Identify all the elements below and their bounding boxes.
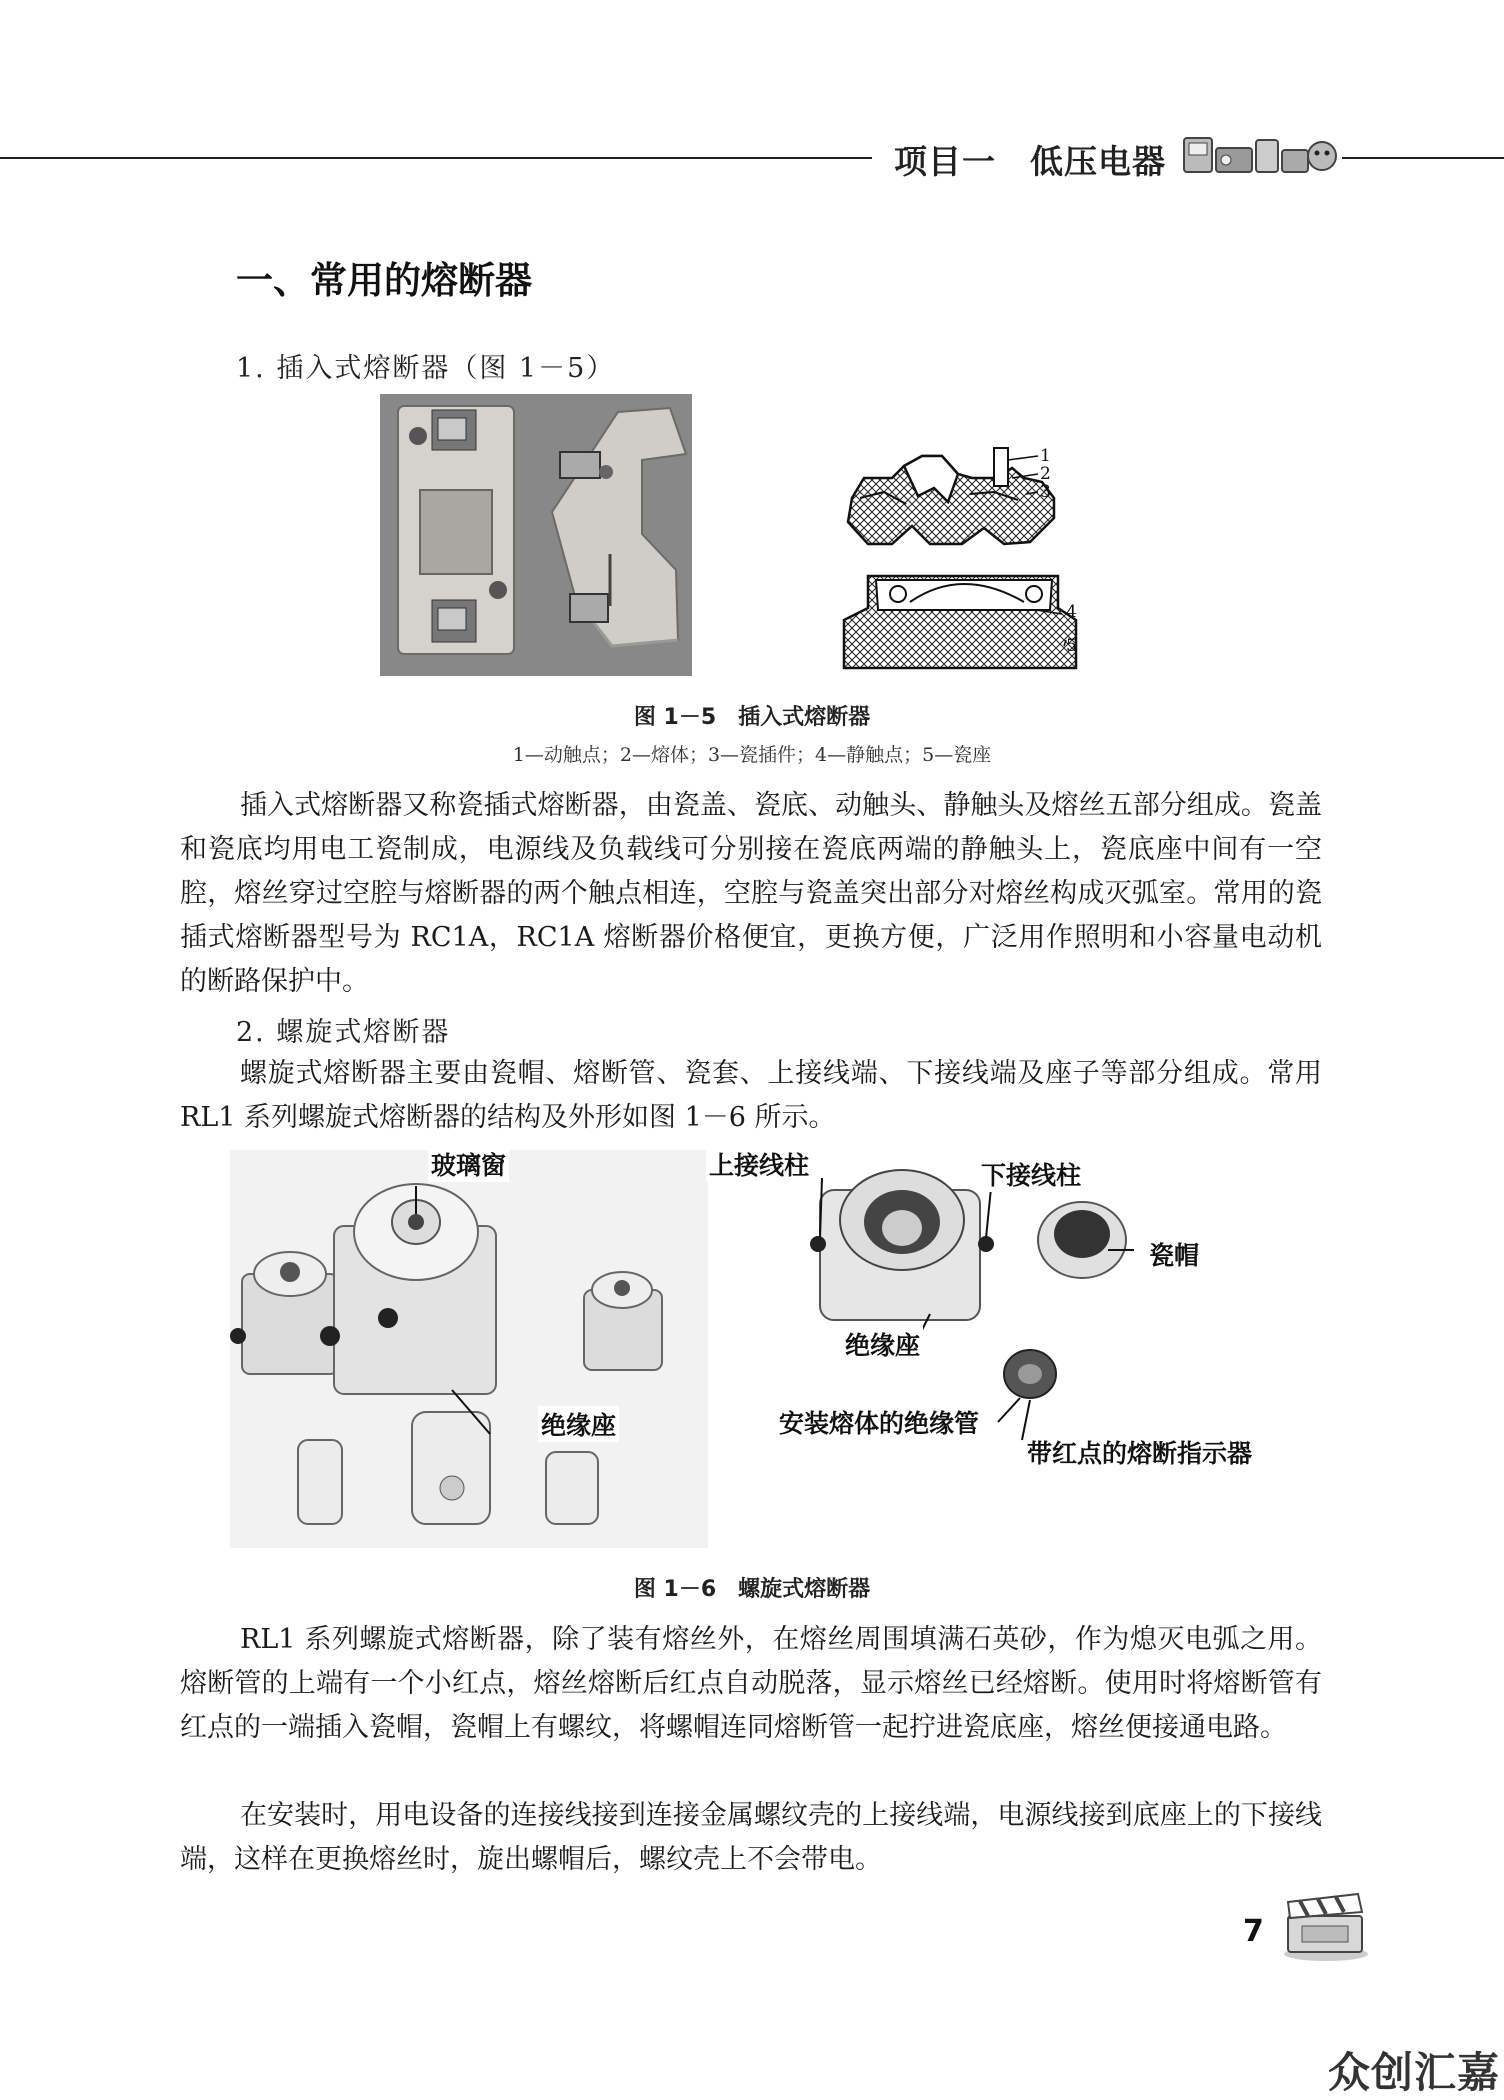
header-appliance-icons bbox=[1182, 132, 1340, 180]
header-rule-left bbox=[0, 157, 872, 159]
fig1-5-part-2: 2 bbox=[1040, 464, 1051, 484]
fig1-6-label-lower-terminal: 下接线柱 bbox=[978, 1156, 1084, 1192]
fig1-5-part-4: 4 bbox=[1066, 602, 1077, 622]
fig1-5-part-5: 5 bbox=[1066, 636, 1077, 656]
section-title: 一、常用的熔断器 bbox=[236, 259, 532, 302]
fig1-5-photo bbox=[380, 394, 692, 676]
subsection-2-title: 2. 螺旋式熔断器 bbox=[236, 1017, 451, 1048]
fig1-6-label-indicator: 带红点的熔断指示器 bbox=[1024, 1434, 1255, 1470]
fig1-5-caption: 图 1－5 插入式熔断器 bbox=[633, 705, 871, 730]
paragraph-1 bbox=[180, 784, 1322, 1004]
header-chapter: 项目一 bbox=[894, 142, 996, 181]
paragraph-4-text: 在安装时，用电设备的连接线接到连接金属螺纹壳的上接线端，电源线接到底座上的下接线端，这样在更换熔丝时，旋出螺帽后，螺纹壳上不会带电。 bbox=[180, 1800, 1322, 1875]
fig1-5-part-3: 3 bbox=[1040, 482, 1051, 502]
paragraph-2-text: 螺旋式熔断器主要由瓷帽、熔断管、瓷套、上接线端、下接线端及座子等部分组成。常用 RL1 系列螺旋式熔断器的结构及外形如图 1－6 所示。 bbox=[180, 1058, 1322, 1133]
fig1-6-label-glass-window: 玻璃窗 bbox=[428, 1146, 509, 1182]
page-number: 7 bbox=[1243, 1914, 1264, 1949]
fig1-6-label-insulating-base-right: 绝缘座 bbox=[842, 1326, 923, 1362]
fig1-6-caption: 图 1－6 螺旋式熔断器 bbox=[633, 1577, 871, 1602]
header-topic: 低压电器 bbox=[1030, 142, 1166, 181]
fig1-6-label-insulating-tube: 安装熔体的绝缘管 bbox=[776, 1404, 982, 1440]
header-rule-right bbox=[1342, 157, 1504, 159]
fig1-6-label-porcelain-cap: 瓷帽 bbox=[1146, 1236, 1202, 1272]
paragraph-4 bbox=[180, 1794, 1322, 1882]
fig1-6-label-upper-terminal: 上接线柱 bbox=[706, 1146, 812, 1182]
paragraph-2 bbox=[180, 1052, 1322, 1140]
fig1-5-part-1: 1 bbox=[1040, 446, 1051, 466]
fig1-5-legend: 1—动触点；2—熔体；3—瓷插件；4—静触点；5—瓷座 bbox=[512, 744, 992, 766]
fig1-6-photos bbox=[230, 1150, 1280, 1548]
paragraph-3 bbox=[180, 1618, 1322, 1750]
watermark: 众创汇嘉 bbox=[1328, 2048, 1501, 2097]
subsection-1-title: 1. 插入式熔断器（图 1－5） bbox=[236, 353, 616, 384]
paragraph-3-text: RL1 系列螺旋式熔断器，除了装有熔丝外，在熔丝周围填满石英砂，作为熄灭电弧之用。熔断管的上端有一个小红点，熔丝熔断后红点自动脱落，显示熔丝已经熔断。使用时将熔断管有红点的一端插入瓷帽，瓷帽上有螺纹，将螺帽连同熔断管一起拧进瓷底座，熔丝便接通电路。 bbox=[180, 1624, 1322, 1743]
clapperboard-icon bbox=[1280, 1890, 1370, 1962]
paragraph-1-text: 插入式熔断器又称瓷插式熔断器，由瓷盖、瓷底、动触头、静触头及熔丝五部分组成。瓷盖和瓷底均用电工瓷制成，电源线及负载线可分别接在瓷底两端的静触头上，瓷底座中间有一空腔，熔丝穿过空腔与熔断器的两个触点相连，空腔与瓷盖突出部分对熔丝构成灭弧室。常用的瓷插式熔断器型号为 RC1A，RC1A 熔断器价格便宜，更换方便，广泛用作照明和小容量电动机的断路保护中。 bbox=[180, 790, 1322, 997]
fig1-6-label-insulating-base-left: 绝缘座 bbox=[538, 1406, 619, 1442]
fig1-5-diagram bbox=[772, 396, 1122, 672]
